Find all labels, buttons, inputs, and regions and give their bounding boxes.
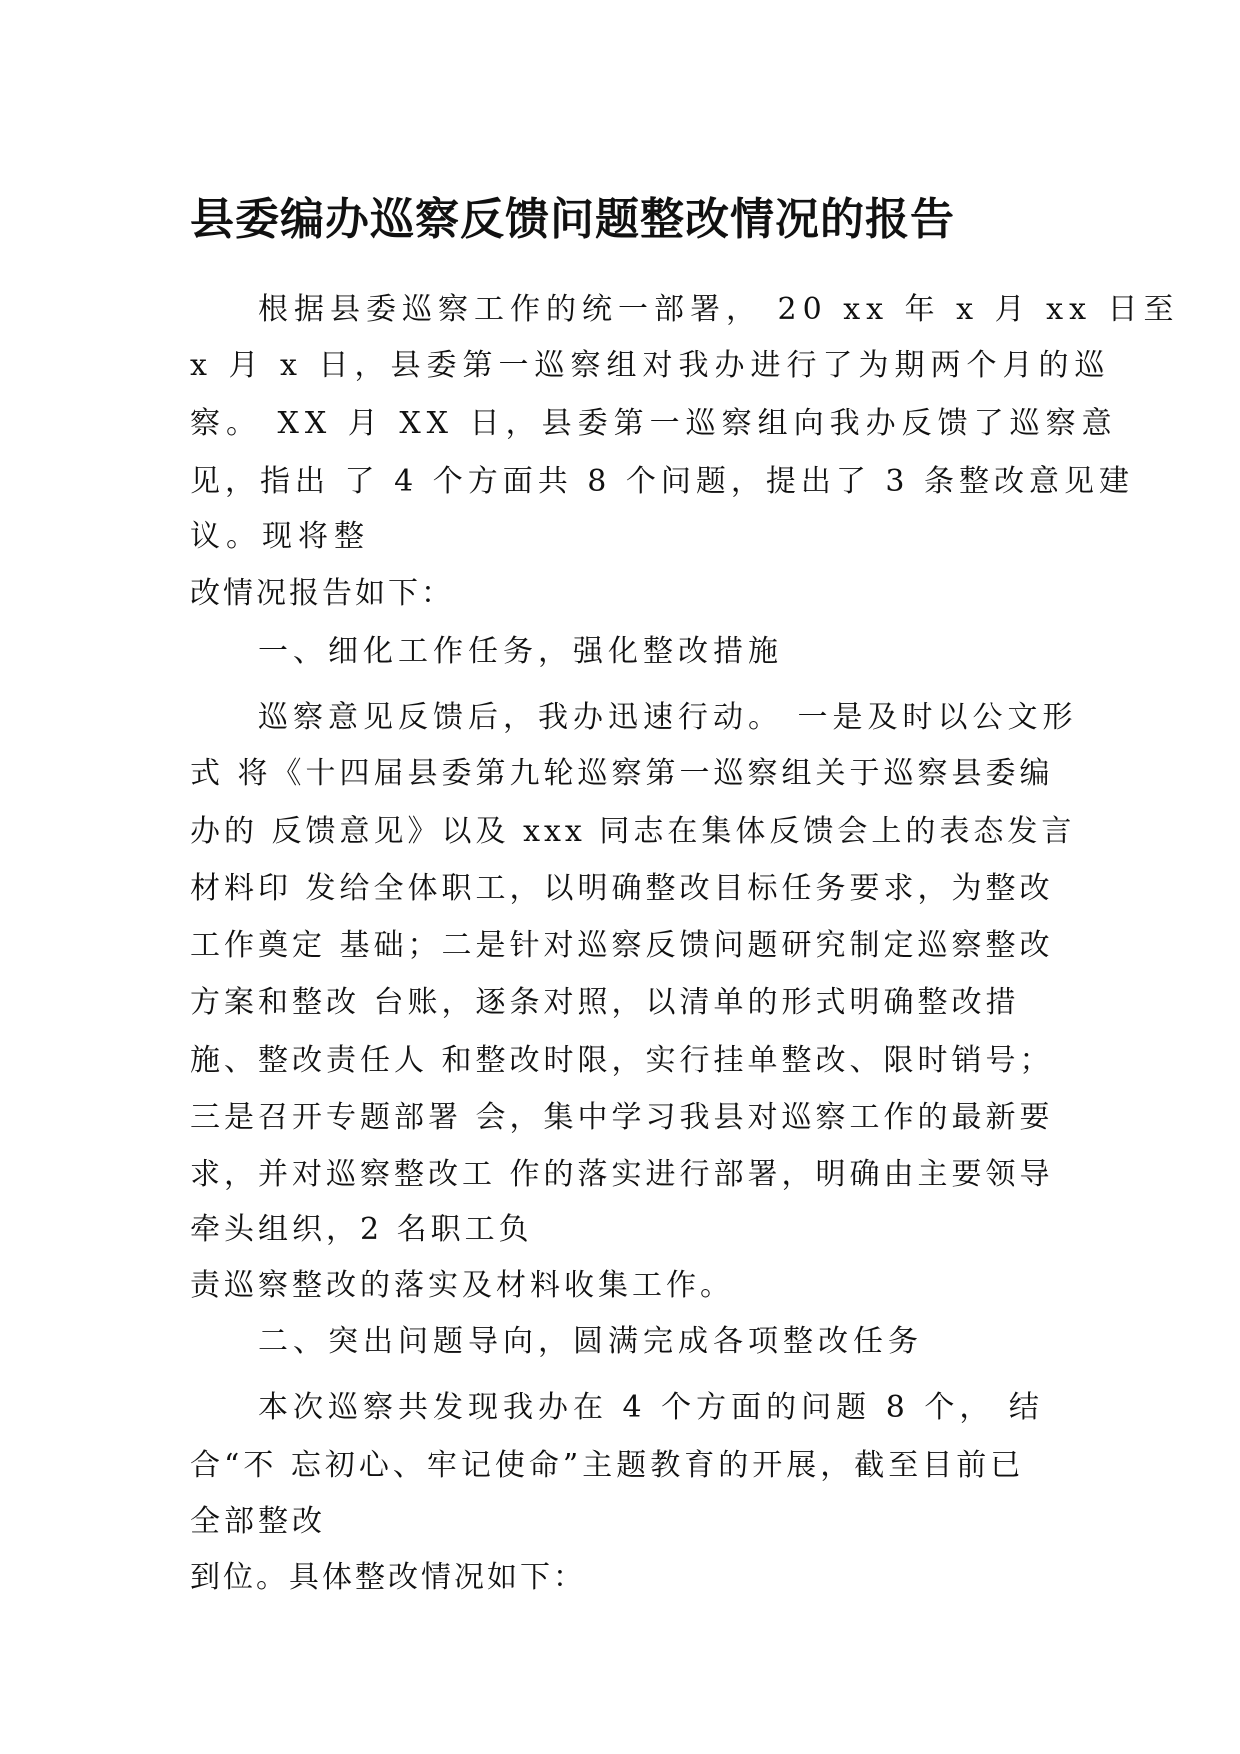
section-heading-2: 二、突出问题导向，圆满完成各项整改任务 [258, 1324, 923, 1359]
body-line-23: 到位。具体整改情况如下： [190, 1560, 586, 1595]
body-line-10: 办的 反馈意见》以及 xxx 同志在集体反馈会上的表态发言 [190, 814, 1076, 849]
body-line-13: 方案和整改 台账，逐条对照，以清单的形式明确整改措 [190, 985, 1020, 1020]
body-line-9: 式 将《十四届县委第九轮巡察第一巡察组关于巡察县委编 [190, 756, 1054, 791]
body-line-22: 全部整改 [190, 1504, 326, 1539]
body-line-18: 责巡察整改的落实及材料收集工作。 [190, 1268, 734, 1303]
body-line-17: 牵头组织，2 名职工负 [190, 1212, 533, 1247]
section-heading-1: 一、细化工作任务，强化整改措施 [258, 634, 783, 669]
body-line-3: 察。 XX 月 XX 日，县委第一巡察组向我办反馈了巡察意 [190, 406, 1118, 441]
body-line-8: 巡察意见反馈后，我办迅速行动。 一是及时以公文形 [258, 700, 1078, 735]
body-line-16: 求，并对巡察整改工 作的落实进行部署，明确由主要领导 [190, 1157, 1054, 1192]
body-line-5: 议。现将整 [190, 519, 370, 554]
body-line-14: 施、整改责任人 和整改时限，实行挂单整改、限时销号； [190, 1043, 1054, 1078]
body-line-11: 材料印 发给全体职工，以明确整改目标任务要求，为整改 [190, 871, 1054, 906]
body-line-12: 工作奠定 基础；二是针对巡察反馈问题研究制定巡察整改 [190, 928, 1054, 963]
body-line-20: 本次巡察共发现我办在 4 个方面的问题 8 个， 结 [258, 1390, 1044, 1425]
body-line-4: 见，指出 了 4 个方面共 8 个问题，提出了 3 条整改意见建 [190, 464, 1135, 499]
body-line-2: x 月 x 日，县委第一巡察组对我办进行了为期两个月的巡 [190, 348, 1111, 383]
body-line-15: 三是召开专题部署 会，集中学习我县对巡察工作的最新要 [190, 1100, 1054, 1135]
body-line-6: 改情况报告如下： [190, 576, 454, 611]
body-line-1: 根据县委巡察工作的统一部署， 20 xx 年 x 月 xx 日至 [258, 292, 1180, 327]
body-line-21: 合“不 忘初心、牢记使命”主题教育的开展，截至目前已 [190, 1448, 1025, 1483]
document-title: 县委编办巡察反馈问题整改情况的报告 [190, 194, 955, 245]
